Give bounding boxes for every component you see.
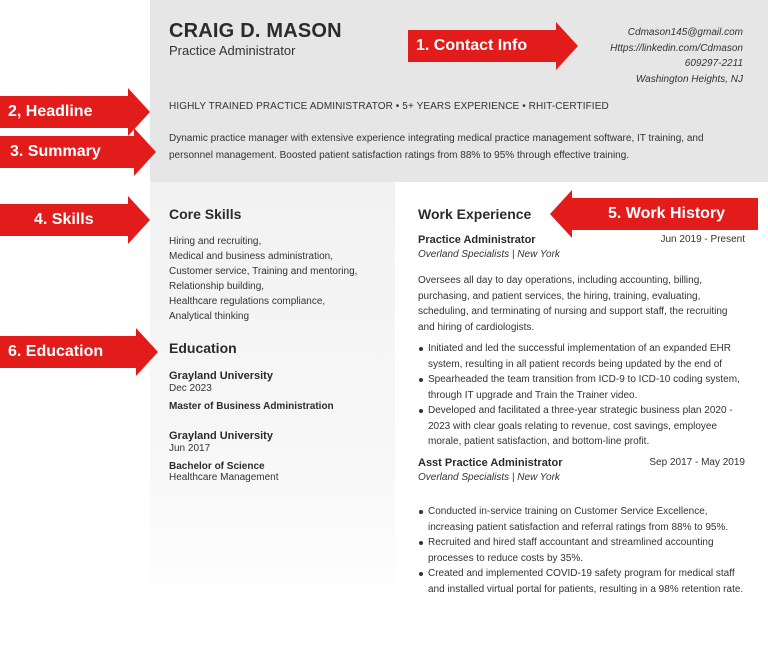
job-bullet: Spearheaded the team transition from ICD-9 to ICD-10 coding system, through IT upgrade and Train the Trainer video.	[428, 372, 745, 403]
resume-document	[150, 0, 768, 620]
skills-list	[169, 234, 357, 324]
job-bullet: Created and implemented COVID-19 safety program for medical staff and installed virtual portal for patients, resulting in a 98% retention rate.	[428, 566, 745, 597]
job-bullet: Developed and facilitated a three-year strategic business plan 2020 - 2023 with clear goals relating to revenue, cost savings, employee morale, patient satisfaction, and bottom-line profit.	[428, 403, 745, 450]
job-dates: Jun 2019 - Present	[660, 234, 745, 245]
skill-item: Relationship building,	[169, 281, 265, 292]
job-bullet: Initiated and led the successful implementation of an expanded EHR system, resulting in all patient records being updated by the end of	[428, 341, 745, 372]
job-bullet: Conducted in-service training on Customer Service Excellence, increasing patient satisfaction and referral ratings from 88% to 95%.	[428, 504, 745, 535]
contact-info	[610, 25, 743, 87]
right-column	[418, 182, 748, 620]
skill-item: Hiring and recruiting,	[169, 236, 262, 247]
contact-phone: 609297-2211	[684, 58, 743, 69]
job-bullets	[418, 341, 745, 450]
job-description: Oversees all day to day operations, including accounting, billing, purchasing, and patient services, the hiring, training, evaluating, scheduling, and terminating of nursing and support staff, the recruiting and hiring of cardiologists.	[418, 275, 728, 333]
skill-item: Analytical thinking	[169, 311, 250, 322]
education-school: Grayland University	[169, 430, 273, 442]
education-school: Grayland University	[169, 370, 273, 382]
candidate-name: CRAIG D. MASON	[169, 20, 342, 42]
callout-headline	[0, 96, 128, 128]
education-entry	[169, 430, 279, 483]
skill-item: Medical and business administration,	[169, 251, 333, 262]
job-dates: Sep 2017 - May 2019	[649, 457, 745, 468]
left-column	[150, 182, 395, 620]
job-title: Practice Administrator	[418, 234, 536, 246]
education-entry	[169, 370, 334, 412]
skill-item: Healthcare regulations compliance,	[169, 296, 326, 307]
callout-label: 6. Education	[8, 343, 104, 360]
callout-label: 3. Summary	[10, 143, 101, 160]
callout-skills	[0, 204, 128, 236]
contact-location: Washington Heights, NJ	[635, 73, 743, 85]
job-entry	[418, 457, 745, 597]
job-entry	[418, 234, 745, 450]
callout-summary	[0, 136, 134, 168]
resume-headline: HIGHLY TRAINED PRACTICE ADMINISTRATOR • 5+ YEARS EXPERIENCE • RHIT-CERTIFIED	[169, 101, 609, 112]
resume-summary: Dynamic practice manager with extensive experience integrating medical practice management software, IT training, and personnel management. Boosted patient satisfaction ratings from 88% to 95% through effective training.	[169, 133, 704, 161]
job-title: Asst Practice Administrator	[418, 457, 563, 469]
callout-label: 5. Work History	[608, 205, 726, 222]
callout-label: 2, Headline	[8, 103, 93, 120]
job-bullets	[418, 504, 745, 597]
education-date: Jun 2017	[169, 443, 211, 454]
callout-label: 1. Contact Info	[416, 37, 528, 54]
job-header	[418, 234, 745, 248]
resume-header	[150, 0, 768, 182]
callout-label: 4. Skills	[34, 211, 94, 228]
education-degree: Bachelor of Science	[169, 461, 265, 472]
education-field: Healthcare Management	[169, 472, 279, 483]
callout-contact-info	[408, 30, 556, 62]
education-date: Dec 2023	[169, 383, 212, 394]
work-heading: Work Experience	[418, 206, 532, 222]
education-heading: Education	[169, 340, 237, 356]
education-degree: Master of Business Administration	[169, 401, 334, 412]
contact-email: Cdmason145@gmail.com	[627, 27, 743, 38]
job-company: Overland Specialists | New York	[418, 249, 560, 260]
callout-education	[0, 336, 136, 368]
skills-heading: Core Skills	[169, 206, 242, 222]
job-bullet: Recruited and hired staff accountant and streamlined accounting processes to reduce costs by 35%.	[428, 535, 745, 566]
job-company: Overland Specialists | New York	[418, 472, 560, 483]
candidate-role: Practice Administrator	[169, 43, 296, 58]
job-header	[418, 457, 745, 471]
callout-work-history	[572, 198, 758, 230]
skill-item: Customer service, Training and mentoring,	[169, 266, 358, 277]
contact-linkedin: Https://linkedin.com/Cdmason	[610, 42, 743, 54]
